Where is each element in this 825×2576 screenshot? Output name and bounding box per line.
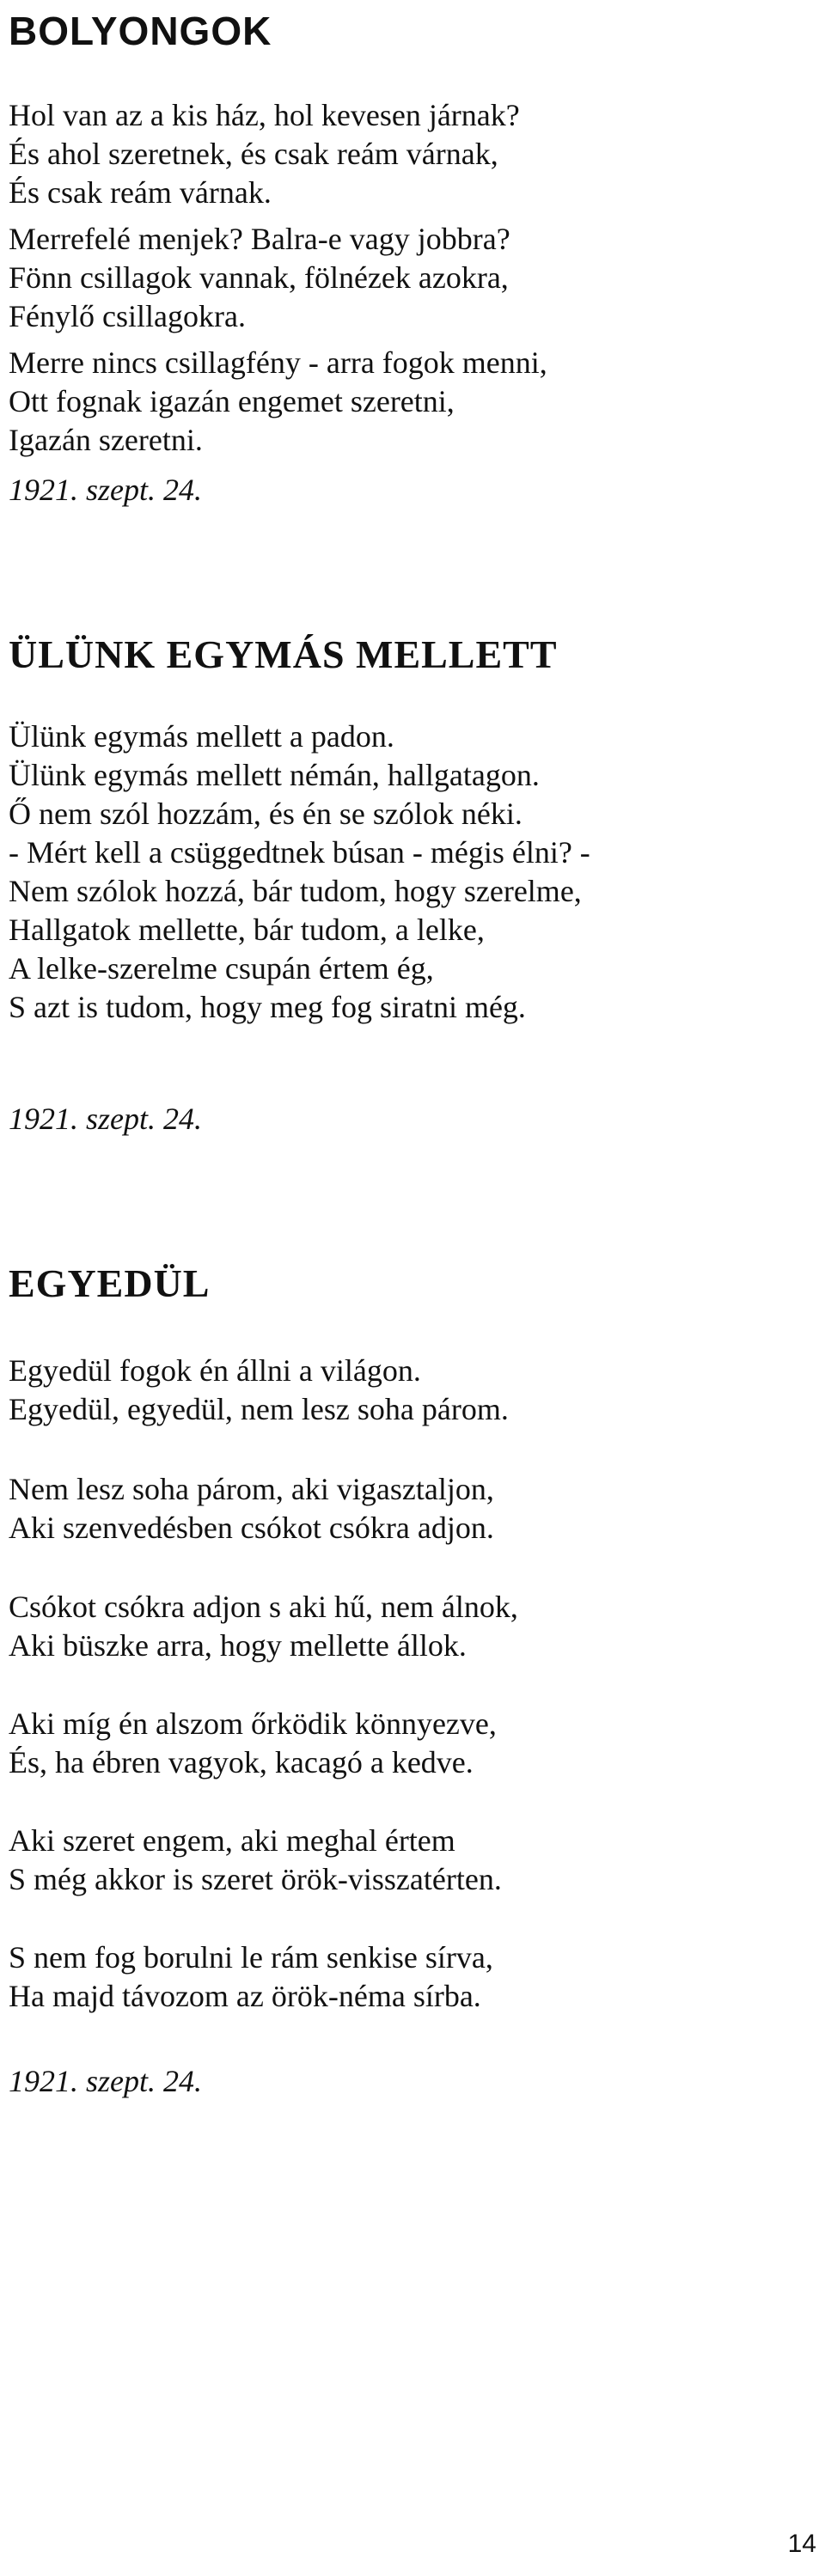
verse-line: Igazán szeretni.	[9, 423, 203, 457]
poem-title: EGYEDÜL	[9, 1261, 211, 1305]
verse-line: Ülünk egymás mellett a padon.	[9, 719, 394, 754]
verse-line: Aki szeret engem, aki meghal értem	[9, 1823, 455, 1858]
verse-line: Fönn csillagok vannak, fölnézek azokra,	[9, 260, 509, 295]
verse-line: Fénylő csillagokra.	[9, 299, 246, 333]
verse-line: És ahol szeretnek, és csak reám várnak,	[9, 137, 498, 171]
stanza	[9, 1470, 808, 1547]
stanza	[9, 1588, 808, 1665]
poem-date: 1921. szept. 24.	[9, 2064, 202, 2098]
verse-line: Egyedül, egyedül, nem lesz soha párom.	[9, 1392, 509, 1426]
verse-line: - Mért kell a csüggedtnek búsan - mégis élni? -	[9, 835, 590, 870]
verse-line: S azt is tudom, hogy meg fog siratni még.	[9, 990, 526, 1024]
page-number: 14	[787, 2530, 816, 2558]
stanza	[9, 96, 808, 212]
verse-line: Nem szólok hozzá, bár tudom, hogy szerelme,	[9, 874, 582, 908]
verse-line: Hallgatok mellette, bár tudom, a lelke,	[9, 913, 485, 947]
stanza	[9, 1938, 808, 2016]
stanza	[9, 220, 808, 336]
stanza	[9, 1822, 808, 1899]
stanza	[9, 344, 808, 460]
poem-date: 1921. szept. 24.	[9, 1102, 202, 1136]
verse-line: Csókot csókra adjon s aki hű, nem álnok,	[9, 1590, 518, 1624]
verse-line: S nem fog borulni le rám senkise sírva,	[9, 1940, 493, 1975]
verse-line: Ő nem szól hozzám, és én se szólok néki.	[9, 797, 522, 831]
verse-line: Aki míg én alszom őrködik könnyezve,	[9, 1706, 497, 1741]
poem-title: BOLYONGOK	[9, 9, 272, 53]
stanza	[9, 1352, 808, 1429]
verse-line: S még akkor is szeret örök-visszatérten.	[9, 1862, 502, 1896]
verse-line: Merre nincs csillagfény - arra fogok menni,	[9, 345, 547, 380]
stanza	[9, 717, 808, 1027]
poem-title: ÜLÜNK EGYMÁS MELLETT	[9, 632, 558, 676]
verse-line: Nem lesz soha párom, aki vigasztaljon,	[9, 1472, 494, 1506]
verse-line: Ülünk egymás mellett némán, hallgatagon.	[9, 758, 540, 792]
verse-line: Merrefelé menjek? Balra-e vagy jobbra?	[9, 222, 510, 256]
verse-line: Aki szenvedésben csókot csókra adjon.	[9, 1511, 494, 1545]
verse-line: Ott fognak igazán engemet szeretni,	[9, 384, 455, 418]
verse-line: A lelke-szerelme csupán értem ég,	[9, 951, 434, 986]
verse-line: És csak reám várnak.	[9, 175, 272, 210]
poem-date: 1921. szept. 24.	[9, 473, 202, 507]
stanza	[9, 1705, 808, 1782]
verse-line: Ha majd távozom az örök-néma sírba.	[9, 1979, 481, 2013]
verse-line: Aki büszke arra, hogy mellette állok.	[9, 1628, 467, 1663]
verse-line: Hol van az a kis ház, hol kevesen járnak?	[9, 98, 520, 132]
verse-line: Egyedül fogok én állni a világon.	[9, 1353, 421, 1388]
verse-line: És, ha ébren vagyok, kacagó a kedve.	[9, 1745, 474, 1779]
